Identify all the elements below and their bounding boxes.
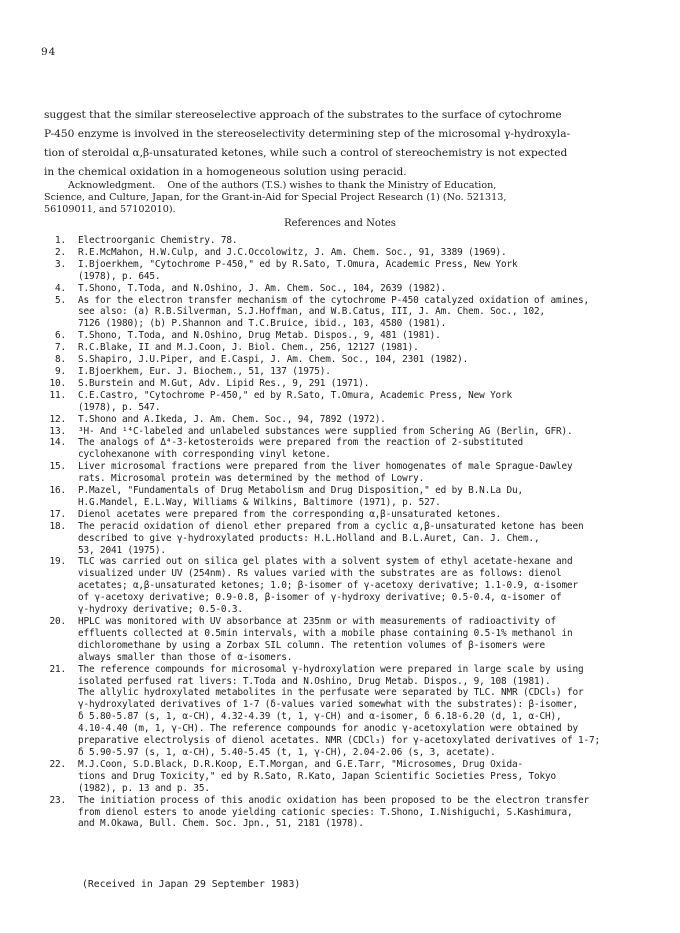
reference-line: S.Burstein and M.Gut, Adv. Lipid Res., 9, 291 (1971). — [78, 377, 370, 389]
acknowledgment-line: Science, and Culture, Japan, for the Grant-in-Aid for Special Project Research (1) (No. 521313, — [44, 192, 507, 204]
reference-line: tions and Drug Toxicity," ed by R.Sato, R.Kato, Japan Scientific Societies Press, Tokyo — [78, 770, 556, 782]
reference-line: of γ-acetoxy derivative; 0.9-0.8, β-isomer of γ-hydroxy derivative; 0.5-0.4, α-isomer of — [78, 592, 562, 604]
reference-line: and M.Okawa, Bull. Chem. Soc. Jpn., 51, 2181 (1978). — [78, 818, 364, 830]
reference-line: P.Mazel, "Fundamentals of Drug Metabolism and Drug Disposition," ed by B.N.La Du, — [78, 485, 524, 497]
reference-line: rats. Microsomal protein was determined by the method of Lowry. — [78, 473, 425, 485]
reference-line: T.Shono, T.Toda, and N.Oshino, Drug Metab. Dispos., 9, 481 (1981). — [78, 330, 441, 342]
reference-line: (1978), p. 547. — [78, 401, 161, 413]
reference-text — [78, 390, 650, 414]
reference-item — [40, 795, 650, 831]
reference-text — [78, 664, 650, 759]
reference-text — [78, 366, 650, 378]
reference-line: preparative electrolysis of dienol acetates. NMR (CDCl₃) for γ-acetoxylated derivatives of 1-7; — [78, 735, 600, 747]
reference-text — [78, 616, 650, 664]
reference-line: The peracid oxidation of dienol ether prepared from a cyclic α,β-unsaturated ketone has been — [78, 520, 584, 532]
reference-line: always smaller than those of α-isomers. — [78, 651, 293, 663]
reference-item — [40, 556, 650, 616]
references-heading: References and Notes — [284, 218, 396, 229]
reference-text — [78, 330, 650, 342]
reference-number: 15. — [49, 461, 66, 473]
body-line: suggest that the similar stereoselective approach of the substrates to the surface of cytochrome — [44, 109, 562, 121]
reference-text — [78, 461, 650, 485]
reference-item — [40, 378, 650, 390]
reference-text — [78, 378, 650, 390]
reference-text — [78, 295, 650, 331]
reference-number: 20. — [49, 616, 66, 627]
reference-item — [40, 295, 650, 331]
reference-item — [40, 664, 650, 759]
reference-line: γ-hydroxy derivative; 0.5-0.3. — [78, 604, 243, 616]
reference-line: 7126 (1980); (b) P.Shannon and T.C.Bruice, ibid., 103, 4580 (1981). — [78, 318, 447, 330]
reference-item — [40, 426, 650, 438]
reference-item — [40, 235, 650, 247]
reference-line: The analogs of Δ⁴-3-ketosteroids were prepared from the reaction of 2-substituted — [78, 437, 524, 449]
acknowledgment-line: Acknowledgment. One of the authors (T.S.) wishes to thank the Ministry of Education, — [68, 180, 497, 191]
reference-number: 7. — [55, 342, 66, 354]
reference-line: Liver microsomal fractions were prepared from the liver homogenates of male Sprague-Dawley — [78, 461, 573, 473]
reference-line: As for the electron transfer mechanism of the cytochrome P-450 catalyzed oxidation of amines, — [78, 294, 589, 306]
reference-number: 4. — [55, 282, 66, 294]
reference-item — [40, 437, 650, 461]
reference-number: 10. — [49, 377, 66, 389]
reference-line: R.C.Blake, II and M.J.Coon, J. Biol. Chem., 256, 12127 (1981). — [78, 342, 419, 354]
reference-text — [78, 342, 650, 354]
reference-number: 19. — [49, 556, 66, 568]
references-list — [40, 235, 650, 830]
reference-line: visualized under UV (254nm). Rs values varied with the substrates are as follows: dienol — [78, 568, 562, 580]
reference-line: δ 5.90-5.97 (s, 1, α-CH), 5.40-5.45 (t, 1, γ-CH), 2.04-2.06 (s, 3, acetate). — [78, 746, 496, 758]
received-note: (Received in Japan 29 September 1983) — [82, 879, 301, 890]
reference-number: 21. — [49, 663, 66, 675]
reference-line: ³H- And ¹⁴C-labeled and unlabeled substances were supplied from Schering AG (Berlin, GFR). — [78, 425, 573, 437]
reference-line: T.Shono, T.Toda, and N.Oshino, J. Am. Chem. Soc., 104, 2639 (1982). — [78, 282, 447, 294]
reference-item — [40, 390, 650, 414]
reference-line: S.Shapiro, J.U.Piper, and E.Caspi, J. Am. Chem. Soc., 104, 2301 (1982). — [78, 354, 469, 366]
reference-line: The allylic hydroxylated metabolites in the perfusate were separated by TLC. NMR (CDCl₃) for — [78, 687, 584, 699]
reference-line: C.E.Castro, "Cytochrome P-450," ed by R.Sato, T.Omura, Academic Press, New York — [78, 389, 513, 401]
reference-line: effluents collected at 0.5min intervals, with a mobile phase containing 0.5-1% methanol in — [78, 627, 573, 639]
reference-number: 16. — [49, 485, 66, 497]
reference-item — [40, 366, 650, 378]
reference-item — [40, 521, 650, 557]
reference-text — [78, 426, 650, 438]
reference-line: 4.10-4.40 (m, 1, γ-CH). The reference compounds for anodic γ-acetoxylation were obtained by — [78, 723, 578, 735]
acknowledgment-line: 56109011, and 57102010). — [44, 204, 176, 216]
reference-item — [40, 259, 650, 283]
reference-number: 11. — [49, 389, 66, 401]
reference-text — [78, 437, 650, 461]
reference-line: HPLC was monitored with UV absorbance at 235nm or with measurements of radioactivity of — [78, 616, 556, 627]
reference-line: The initiation process of this anodic oxidation has been proposed to be the electron transfer — [78, 794, 589, 806]
reference-number: 8. — [55, 354, 66, 366]
reference-line: from dienol esters to anode yielding cationic species: T.Shono, I.Nishiguchi, S.Kashimura, — [78, 806, 573, 818]
reference-text — [78, 354, 650, 366]
reference-number: 22. — [49, 758, 66, 770]
reference-line: acetates; α,β-unsaturated ketones; 1.0; β-isomer of γ-acetoxy derivative; 1.1-0.9, α-isomer — [78, 580, 578, 592]
reference-line: R.E.McMahon, H.W.Culp, and J.C.Occolowitz, J. Am. Chem. Soc., 91, 3389 (1969). — [78, 246, 507, 258]
reference-item — [40, 342, 650, 354]
reference-line: The reference compounds for microsomal γ-hydroxylation were prepared in large scale by using — [78, 663, 584, 675]
page-number: 94 — [41, 46, 57, 58]
reference-item — [40, 354, 650, 366]
reference-line: Dienol acetates were prepared from the corresponding α,β-unsaturated ketones. — [78, 508, 502, 520]
reference-number: 13. — [49, 425, 66, 437]
reference-number: 3. — [55, 258, 66, 270]
reference-text — [78, 247, 650, 259]
reference-item — [40, 330, 650, 342]
reference-text — [78, 795, 650, 831]
reference-item — [40, 616, 650, 664]
reference-number: 18. — [49, 520, 66, 532]
reference-line: γ-hydroxylated derivatives of 1-7 (δ-values varied somewhat with the substrates): β-isomer, — [78, 699, 578, 711]
body-line: P-450 enzyme is involved in the stereoselectivity determining step of the microsomal γ-hydroxyla- — [44, 128, 571, 140]
reference-number: 9. — [55, 365, 66, 377]
body-line: in the chemical oxidation in a homogeneous solution using peracid. — [44, 166, 407, 178]
reference-line: T.Shono and A.Ikeda, J. Am. Chem. Soc., 94, 7892 (1972). — [78, 413, 386, 425]
reference-line: (1982), p. 13 and p. 35. — [78, 782, 210, 794]
reference-number: 2. — [55, 246, 66, 258]
reference-text — [78, 414, 650, 426]
reference-text — [78, 509, 650, 521]
reference-number: 17. — [49, 508, 66, 520]
reference-text — [78, 759, 650, 795]
reference-text — [78, 521, 650, 557]
reference-item — [40, 461, 650, 485]
reference-item — [40, 247, 650, 259]
reference-line: M.J.Coon, S.D.Black, D.R.Koop, E.T.Morgan, and G.E.Tarr, "Microsomes, Drug Oxida- — [78, 758, 524, 770]
reference-line: see also: (a) R.B.Silverman, S.J.Hoffman, and W.B.Catus, III, J. Am. Chem. Soc., 102, — [78, 306, 546, 318]
reference-line: I.Bjoerkhem, "Cytochrome P-450," ed by R.Sato, T.Omura, Academic Press, New York — [78, 258, 518, 270]
reference-number: 14. — [49, 437, 66, 449]
reference-number: 23. — [49, 794, 66, 806]
reference-line: cyclohexanone with corresponding vinyl ketone. — [78, 449, 331, 461]
reference-line: isolated perfused rat livers: T.Toda and N.Oshino, Drug Metab. Dispos., 9, 108 (1981). — [78, 675, 551, 687]
reference-line: H.G.Mandel, E.L.Way, Williams & Wilkins, Baltimore (1971), p. 527. — [78, 496, 441, 508]
reference-number: 1. — [55, 235, 66, 246]
reference-number: 6. — [55, 330, 66, 342]
reference-text — [78, 485, 650, 509]
reference-text — [78, 235, 650, 247]
reference-text — [78, 259, 650, 283]
reference-text — [78, 283, 650, 295]
reference-line: described to give γ-hydroxylated products: H.L.Holland and B.L.Auret, Can. J. Chem., — [78, 532, 540, 544]
reference-line: dichloromethane by using a Zorbax SIL column. The retention volumes of β-isomers were — [78, 639, 546, 651]
body-line: tion of steroidal α,β-unsaturated ketones, while such a control of stereochemistry is not expected — [44, 147, 568, 159]
reference-item — [40, 485, 650, 509]
reference-line: 53, 2041 (1975). — [78, 544, 166, 556]
reference-line: I.Bjoerkhem, Eur. J. Biochem., 51, 137 (1975). — [78, 365, 331, 377]
reference-item — [40, 759, 650, 795]
body-text — [44, 106, 640, 182]
reference-number: 12. — [49, 413, 66, 425]
acknowledgment — [44, 180, 640, 217]
reference-number: 5. — [55, 294, 66, 306]
reference-item — [40, 509, 650, 521]
reference-item — [40, 283, 650, 295]
reference-line: δ 5.80-5.87 (s, 1, α-CH), 4.32-4.39 (t, 1, γ-CH) and α-isomer, δ 6.18-6.20 (d, 1, α-CH), — [78, 711, 562, 723]
reference-item — [40, 414, 650, 426]
reference-line: TLC was carried out on silica gel plates with a solvent system of ethyl acetate-hexane and — [78, 556, 573, 568]
reference-line: (1978), p. 645. — [78, 270, 161, 282]
reference-text — [78, 556, 650, 616]
reference-line: Electroorganic Chemistry. 78. — [78, 235, 238, 246]
